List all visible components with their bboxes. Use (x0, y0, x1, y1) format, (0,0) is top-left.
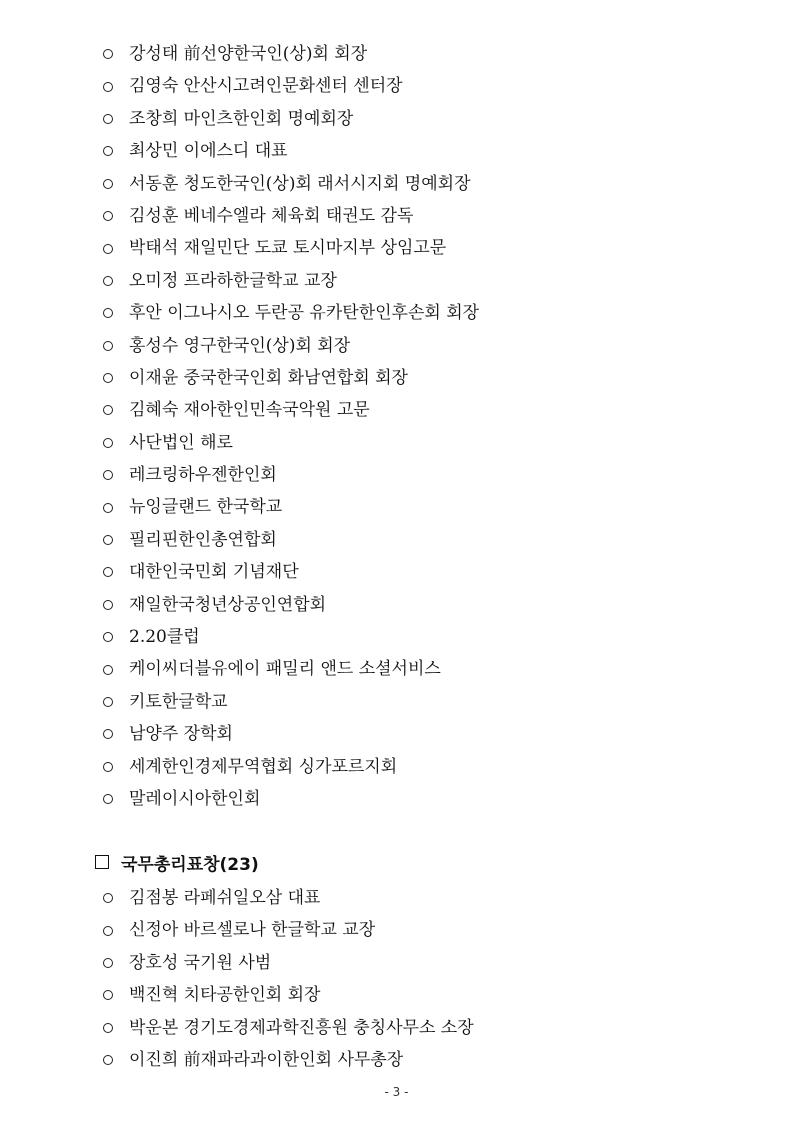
circle-bullet-icon (103, 665, 113, 675)
list-item-text: 박태석 재일민단 도쿄 토시마지부 상임고문 (129, 238, 447, 259)
list-item-text: 키토한글학교 (129, 691, 228, 712)
list-item (103, 459, 763, 491)
list-item (103, 330, 763, 362)
circle-bullet-icon (103, 146, 113, 156)
list-item (103, 135, 763, 167)
circle-bullet-icon (103, 632, 113, 642)
circle-bullet-icon (103, 729, 113, 739)
page-number: - 3 - (384, 1085, 409, 1099)
list-item-text: 백진혁 치타공한인회 회장 (129, 985, 321, 1006)
circle-bullet-icon (103, 958, 113, 968)
list-item-text: 남양주 장학회 (129, 724, 233, 745)
list-item (103, 297, 763, 329)
list-item-text: 세계한인경제무역협회 싱가포르지회 (129, 756, 398, 777)
circle-bullet-icon (103, 82, 113, 92)
circle-bullet-icon (103, 893, 113, 903)
list-item (103, 362, 763, 394)
section-heading (95, 848, 259, 876)
list-item-text: 2.20클럽 (129, 627, 200, 648)
list-item-text: 조창희 마인츠한인회 명예회장 (129, 108, 354, 129)
list-item (103, 168, 763, 200)
circle-bullet-icon (103, 373, 113, 383)
circle-bullet-icon (103, 1055, 113, 1065)
awardee-list-continued (103, 38, 763, 815)
list-item-text: 최상민 이에스디 대표 (129, 141, 288, 162)
circle-bullet-icon (103, 405, 113, 415)
list-item-text: 김혜숙 재아한인민속국악원 고문 (129, 400, 370, 421)
list-item-text: 박운본 경기도경제과학진흥원 충칭사무소 소장 (129, 1017, 474, 1038)
list-item (103, 686, 763, 718)
list-item-text: 김영숙 안산시고려인문화센터 센터장 (129, 76, 403, 97)
list-item-text: 말레이시아한인회 (129, 788, 261, 809)
list-item (103, 232, 763, 264)
circle-bullet-icon (103, 567, 113, 577)
circle-bullet-icon (103, 244, 113, 254)
list-item (103, 882, 763, 914)
circle-bullet-icon (103, 926, 113, 936)
circle-bullet-icon (103, 179, 113, 189)
list-item-text: 레크링하우젠한인회 (129, 465, 277, 486)
square-checkbox-icon (95, 855, 109, 869)
pm-citation-list (103, 882, 763, 1076)
list-item-text: 홍성수 영구한국인(상)회 회장 (129, 335, 351, 356)
list-item-text: 사단법인 해로 (129, 432, 233, 453)
circle-bullet-icon (103, 600, 113, 610)
list-item (103, 491, 763, 523)
circle-bullet-icon (103, 114, 113, 124)
list-item-text: 대한인국민회 기념재단 (129, 562, 299, 583)
list-item (103, 589, 763, 621)
list-item (103, 1012, 763, 1044)
list-item-text: 필리핀한인총연합회 (129, 529, 277, 550)
circle-bullet-icon (103, 503, 113, 513)
list-item (103, 718, 763, 750)
list-item-text: 김성훈 베네수엘라 체육회 태권도 감독 (129, 205, 414, 226)
list-item-text: 신정아 바르셀로나 한글학교 교장 (129, 920, 376, 941)
list-item (103, 751, 763, 783)
list-item-text: 김점봉 라페쉬일오삼 대표 (129, 888, 321, 908)
list-item (103, 783, 763, 815)
list-item (103, 38, 763, 70)
list-item (103, 103, 763, 135)
list-item (103, 524, 763, 556)
circle-bullet-icon (103, 535, 113, 545)
circle-bullet-icon (103, 49, 113, 59)
list-item-text: 장호성 국기원 사범 (129, 952, 272, 973)
circle-bullet-icon (103, 276, 113, 286)
list-item-text: 이재윤 중국한국인회 화남연합회 회장 (129, 367, 408, 388)
list-item (103, 653, 763, 685)
section-title: 국무총리표창(23) (121, 854, 259, 875)
circle-bullet-icon (103, 438, 113, 448)
list-item (103, 556, 763, 588)
list-item-text: 강성태 前선양한국인(상)회 회장 (129, 44, 368, 64)
list-item (103, 70, 763, 102)
list-item-text: 서동훈 청도한국인(상)회 래서시지회 명예회장 (129, 173, 471, 194)
list-item-text: 이진희 前재파라과이한인회 사무총장 (129, 1049, 404, 1070)
list-item (103, 265, 763, 297)
list-item-text: 케이씨더블유에이 패밀리 앤드 소셜서비스 (129, 659, 441, 680)
circle-bullet-icon (103, 308, 113, 318)
list-item (103, 947, 763, 979)
list-item-text: 재일한국청년상공인연합회 (129, 594, 327, 615)
list-item (103, 914, 763, 946)
circle-bullet-icon (103, 697, 113, 707)
circle-bullet-icon (103, 990, 113, 1000)
list-item-text: 오미정 프라하한글학교 교장 (129, 270, 337, 291)
list-item (103, 621, 763, 653)
circle-bullet-icon (103, 341, 113, 351)
list-item (103, 200, 763, 232)
circle-bullet-icon (103, 794, 113, 804)
circle-bullet-icon (103, 211, 113, 221)
list-item (103, 1044, 763, 1076)
list-item-text: 후안 이그나시오 두란공 유카탄한인후손회 회장 (129, 303, 480, 324)
circle-bullet-icon (103, 1023, 113, 1033)
list-item-text: 뉴잉글랜드 한국학교 (129, 497, 283, 518)
circle-bullet-icon (103, 762, 113, 772)
list-item (103, 394, 763, 426)
circle-bullet-icon (103, 470, 113, 480)
list-item (103, 427, 763, 459)
list-item (103, 979, 763, 1011)
